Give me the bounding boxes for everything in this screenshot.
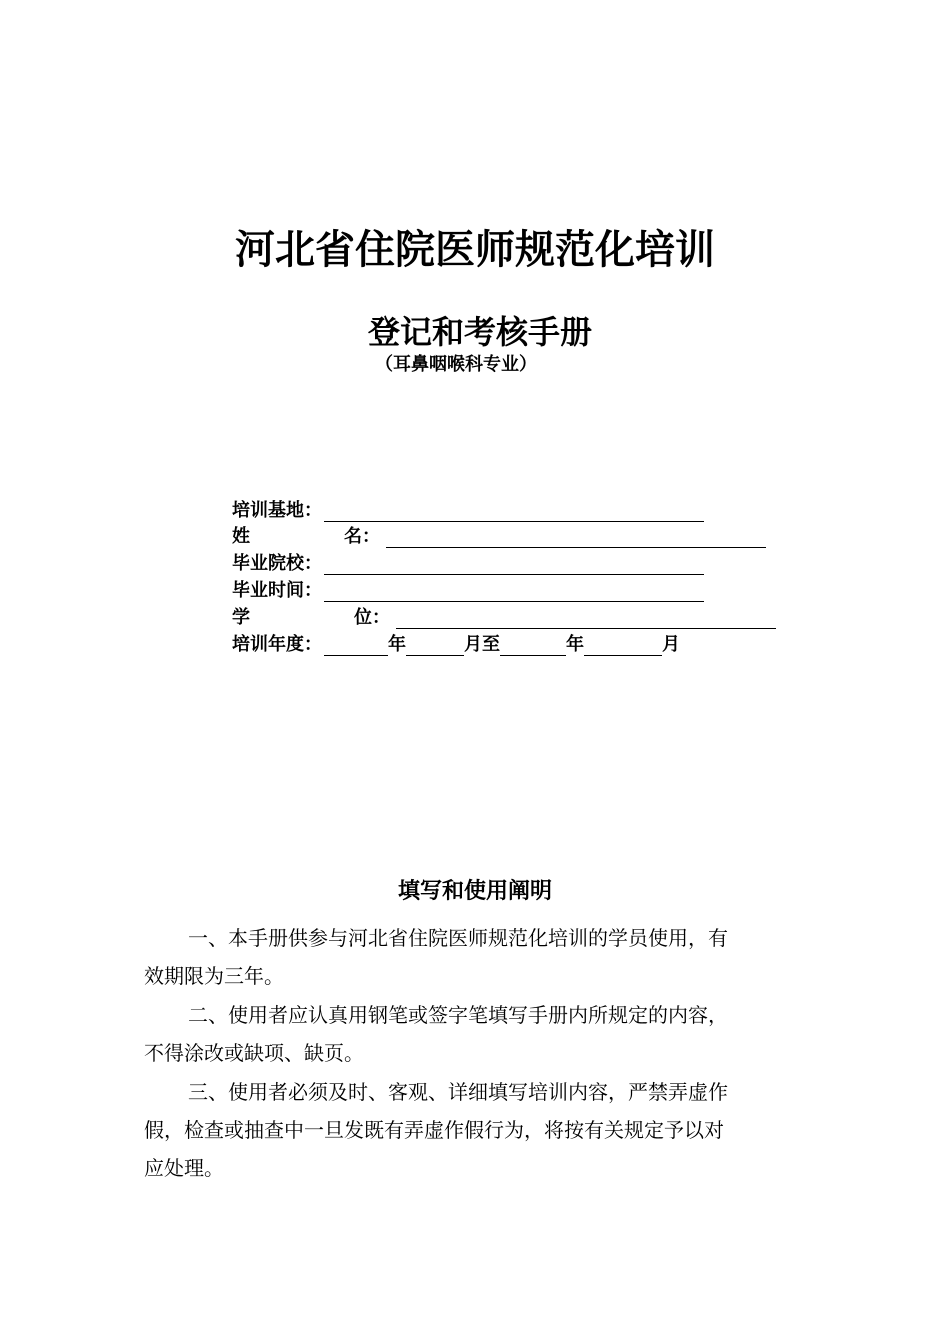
instruction-paragraph-2 xyxy=(144,996,804,1072)
blank-end-month[interactable] xyxy=(584,636,662,656)
field-name xyxy=(232,524,766,550)
instruction-1-line-1: 一、本手册供参与河北省住院医师规范化培训的学员使用，有 xyxy=(188,926,728,950)
field-label-graduate-school: 毕业院校： xyxy=(232,553,322,574)
blank-graduate-school[interactable] xyxy=(324,555,704,575)
unit-year-end: 年 xyxy=(566,634,584,655)
blank-end-year[interactable] xyxy=(500,636,566,656)
blank-graduation-time[interactable] xyxy=(324,582,704,602)
instructions-title: 填写和使用阐明 xyxy=(397,879,552,904)
instruction-paragraph-1 xyxy=(144,919,804,995)
specialty-label: （耳鼻咽喉科专业） xyxy=(375,354,537,375)
instruction-1-line-2: 效期限为三年。 xyxy=(144,964,284,988)
field-graduate-school xyxy=(232,551,704,577)
field-label-graduation-time: 毕业时间： xyxy=(232,580,322,601)
blank-training-base[interactable] xyxy=(324,502,704,522)
instruction-3-line-1: 三、使用者必须及时、客观、详细填写培训内容，严禁弄虚作 xyxy=(188,1080,728,1104)
field-label-degree-b: 位： xyxy=(354,607,390,628)
instruction-2-line-1: 二、使用者应认真用钢笔或签字笔填写手册内所规定的内容， xyxy=(188,1003,728,1027)
field-label-degree-a: 学 xyxy=(232,607,250,628)
blank-degree[interactable] xyxy=(396,609,776,629)
unit-year-start: 年 xyxy=(388,634,406,655)
instruction-3-line-2: 假，检查或抽查中一旦发既有弄虚作假行为，将按有关规定予以对 xyxy=(144,1118,724,1142)
field-training-year xyxy=(232,632,680,658)
unit-month-to: 月至 xyxy=(464,634,500,655)
field-label-training-year: 培训年度： xyxy=(232,634,322,655)
document-title: 河北省住院医师规范化培训 xyxy=(235,227,715,273)
field-label-name-b: 名： xyxy=(344,526,380,547)
field-label-name-a: 姓 xyxy=(232,526,250,547)
field-degree xyxy=(232,605,776,631)
blank-start-month[interactable] xyxy=(406,636,464,656)
unit-month-end: 月 xyxy=(662,634,680,655)
field-training-base xyxy=(232,498,704,524)
field-label-training-base: 培训基地： xyxy=(232,500,322,521)
blank-start-year[interactable] xyxy=(324,636,388,656)
document-subtitle: 登记和考核手册 xyxy=(367,313,592,351)
instruction-2-line-2: 不得涂改或缺项、缺页。 xyxy=(144,1041,364,1065)
instruction-3-line-3: 应处理。 xyxy=(144,1156,224,1180)
instruction-paragraph-3 xyxy=(144,1073,804,1187)
blank-name[interactable] xyxy=(386,528,766,548)
field-graduation-time xyxy=(232,578,704,604)
